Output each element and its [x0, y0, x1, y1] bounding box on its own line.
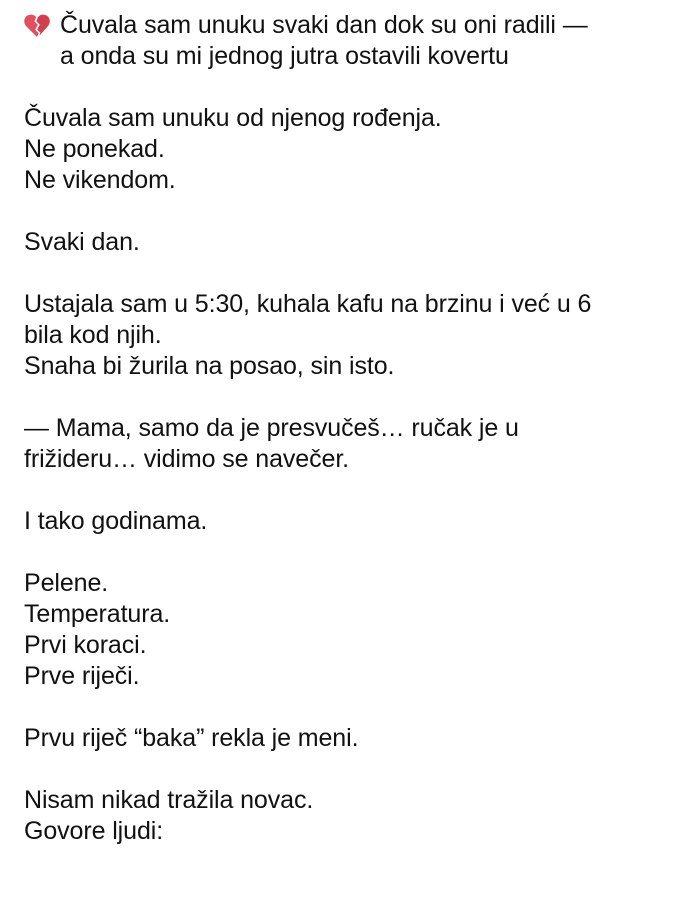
text-line: Prve riječi. — [24, 662, 140, 690]
text-line: bila kod njih. — [24, 321, 162, 349]
text-line: Snaha bi žurila na posao, sin isto. — [24, 352, 395, 380]
text-line: frižideru… vidimo se navečer. — [24, 445, 350, 473]
broken-heart-icon — [24, 14, 50, 38]
text-line: Nisam nikad tražila novac. — [24, 786, 314, 814]
text-line: Pelene. — [24, 569, 109, 597]
paragraph — [24, 723, 684, 754]
paragraph — [24, 568, 684, 692]
paragraph — [24, 413, 684, 475]
text-line: Ustajala sam u 5:30, kuhala kafu na brzinu i već u 6 — [24, 290, 592, 318]
post-title: Čuvala sam unuku svaki dan dok su oni radili — a onda su mi jednog jutra ostavili kovertu — [60, 11, 588, 70]
paragraph — [24, 289, 684, 382]
text-line: Temperatura. — [24, 600, 171, 628]
paragraph — [24, 506, 684, 537]
text-line: Čuvala sam unuku od njenog rođenja. — [24, 104, 442, 132]
post-body — [24, 10, 684, 847]
text-line: Prvu riječ “baka” rekla je meni. — [24, 724, 359, 752]
paragraph — [24, 103, 684, 196]
text-line: Ne vikendom. — [24, 166, 176, 194]
text-line: — Mama, samo da je presvučeš… ručak je u — [24, 414, 519, 442]
text-line: Svaki dan. — [24, 228, 140, 256]
paragraph — [24, 785, 684, 847]
text-line: Govore ljudi: — [24, 817, 164, 845]
post-paragraphs — [24, 103, 684, 847]
text-line: I tako godinama. — [24, 507, 208, 535]
text-line: Prvi koraci. — [24, 631, 147, 659]
text-line: Ne ponekad. — [24, 135, 165, 163]
paragraph — [24, 227, 684, 258]
post-title-row — [24, 10, 684, 72]
